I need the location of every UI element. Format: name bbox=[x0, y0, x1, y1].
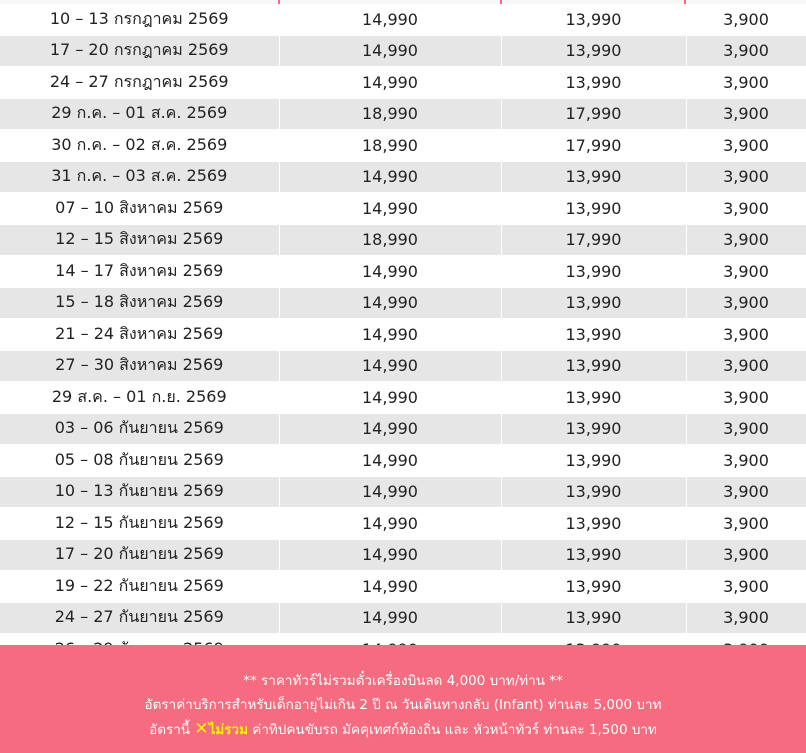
child-price-cell: 13,990 bbox=[501, 445, 686, 477]
single-supplement-cell: 3,900 bbox=[686, 161, 806, 193]
date-cell: 14 – 17 สิงหาคม 2569 bbox=[0, 256, 279, 288]
date-cell: 10 – 13 กันยายน 2569 bbox=[0, 476, 279, 508]
note-tips-suffix: ค่าทิปคนขับรถ มัคคุเทศก์ท้องถิ่น และ หัวหน้าทัวร์ ท่านละ 1,500 บาท bbox=[248, 722, 657, 738]
child-price-cell: 13,990 bbox=[501, 319, 686, 351]
table-row bbox=[0, 193, 806, 225]
adult-price-cell: 14,990 bbox=[279, 193, 501, 225]
date-cell: 30 ก.ค. – 02 ส.ค. 2569 bbox=[0, 130, 279, 162]
table-row bbox=[0, 287, 806, 319]
adult-price-cell: 14,990 bbox=[279, 256, 501, 288]
table-body bbox=[0, 4, 806, 665]
single-supplement-cell: 3,900 bbox=[686, 98, 806, 130]
single-supplement-cell: 3,900 bbox=[686, 287, 806, 319]
single-supplement-cell: 3,900 bbox=[686, 350, 806, 382]
adult-price-cell: 14,990 bbox=[279, 476, 501, 508]
table-row bbox=[0, 571, 806, 603]
adult-price-cell: 14,990 bbox=[279, 287, 501, 319]
single-supplement-cell: 3,900 bbox=[686, 476, 806, 508]
date-cell: 24 – 27 กรกฎาคม 2569 bbox=[0, 67, 279, 99]
table-row bbox=[0, 67, 806, 99]
child-price-cell: 13,990 bbox=[501, 4, 686, 35]
single-supplement-cell: 3,900 bbox=[686, 130, 806, 162]
child-price-cell: 13,990 bbox=[501, 571, 686, 603]
child-price-cell: 13,990 bbox=[501, 350, 686, 382]
adult-price-cell: 14,990 bbox=[279, 161, 501, 193]
single-supplement-cell: 3,900 bbox=[686, 35, 806, 67]
single-supplement-cell: 3,900 bbox=[686, 67, 806, 99]
adult-price-cell: 14,990 bbox=[279, 319, 501, 351]
date-cell: 10 – 13 กรกฎาคม 2569 bbox=[0, 4, 279, 35]
single-supplement-cell: 3,900 bbox=[686, 571, 806, 603]
adult-price-cell: 14,990 bbox=[279, 350, 501, 382]
child-price-cell: 13,990 bbox=[501, 382, 686, 414]
adult-price-cell: 14,990 bbox=[279, 67, 501, 99]
table-row bbox=[0, 382, 806, 414]
adult-price-cell: 18,990 bbox=[279, 98, 501, 130]
table-row bbox=[0, 256, 806, 288]
date-cell: 27 – 30 สิงหาคม 2569 bbox=[0, 350, 279, 382]
single-supplement-cell: 3,900 bbox=[686, 224, 806, 256]
table-row bbox=[0, 35, 806, 67]
cross-icon: ✕ bbox=[194, 719, 209, 739]
adult-price-cell: 14,990 bbox=[279, 602, 501, 634]
table-row bbox=[0, 130, 806, 162]
table-row bbox=[0, 319, 806, 351]
child-price-cell: 13,990 bbox=[501, 287, 686, 319]
note-line-tips bbox=[0, 717, 806, 742]
child-price-cell: 17,990 bbox=[501, 98, 686, 130]
date-cell: 12 – 15 สิงหาคม 2569 bbox=[0, 224, 279, 256]
child-price-cell: 13,990 bbox=[501, 476, 686, 508]
child-price-cell: 17,990 bbox=[501, 224, 686, 256]
table-row bbox=[0, 413, 806, 445]
table-row bbox=[0, 224, 806, 256]
date-cell: 12 – 15 กันยายน 2569 bbox=[0, 508, 279, 540]
child-price-cell: 13,990 bbox=[501, 539, 686, 571]
date-cell: 07 – 10 สิงหาคม 2569 bbox=[0, 193, 279, 225]
adult-price-cell: 18,990 bbox=[279, 224, 501, 256]
notes-panel bbox=[0, 645, 806, 753]
child-price-cell: 13,990 bbox=[501, 161, 686, 193]
single-supplement-cell: 3,900 bbox=[686, 413, 806, 445]
table-row bbox=[0, 98, 806, 130]
date-cell: 19 – 22 กันยายน 2569 bbox=[0, 571, 279, 603]
date-cell: 21 – 24 สิงหาคม 2569 bbox=[0, 319, 279, 351]
single-supplement-cell: 3,900 bbox=[686, 602, 806, 634]
table-row bbox=[0, 539, 806, 571]
table-row bbox=[0, 476, 806, 508]
single-supplement-cell: 3,900 bbox=[686, 508, 806, 540]
adult-price-cell: 14,990 bbox=[279, 539, 501, 571]
child-price-cell: 13,990 bbox=[501, 67, 686, 99]
adult-price-cell: 14,990 bbox=[279, 445, 501, 477]
adult-price-cell: 14,990 bbox=[279, 508, 501, 540]
date-cell: 03 – 06 กันยายน 2569 bbox=[0, 413, 279, 445]
single-supplement-cell: 3,900 bbox=[686, 382, 806, 414]
child-price-cell: 13,990 bbox=[501, 256, 686, 288]
date-cell: 29 ส.ค. – 01 ก.ย. 2569 bbox=[0, 382, 279, 414]
child-price-cell: 13,990 bbox=[501, 193, 686, 225]
child-price-cell: 13,990 bbox=[501, 35, 686, 67]
note-line-ticket-discount: ** ราคาทัวร์ไม่รวมตั๋วเครื่องบินลด 4,000 บาท/ท่าน ** bbox=[243, 673, 563, 689]
adult-price-cell: 18,990 bbox=[279, 130, 501, 162]
single-supplement-cell: 3,900 bbox=[686, 193, 806, 225]
date-cell: 31 ก.ค. – 03 ส.ค. 2569 bbox=[0, 161, 279, 193]
child-price-cell: 17,990 bbox=[501, 130, 686, 162]
adult-price-cell: 14,990 bbox=[279, 35, 501, 67]
date-cell: 15 – 18 สิงหาคม 2569 bbox=[0, 287, 279, 319]
child-price-cell: 13,990 bbox=[501, 602, 686, 634]
adult-price-cell: 14,990 bbox=[279, 571, 501, 603]
table-row bbox=[0, 4, 806, 35]
single-supplement-cell: 3,900 bbox=[686, 4, 806, 35]
table-row bbox=[0, 161, 806, 193]
date-cell: 17 – 20 กรกฎาคม 2569 bbox=[0, 35, 279, 67]
table-row bbox=[0, 445, 806, 477]
table-row bbox=[0, 508, 806, 540]
adult-price-cell: 14,990 bbox=[279, 382, 501, 414]
date-cell: 05 – 08 กันยายน 2569 bbox=[0, 445, 279, 477]
adult-price-cell: 14,990 bbox=[279, 4, 501, 35]
tour-price-table bbox=[0, 4, 806, 666]
child-price-cell: 13,990 bbox=[501, 413, 686, 445]
child-price-cell: 13,990 bbox=[501, 508, 686, 540]
note-exclude-word: ไม่รวม bbox=[208, 722, 248, 738]
table-row bbox=[0, 602, 806, 634]
date-cell: 17 – 20 กันยายน 2569 bbox=[0, 539, 279, 571]
note-line-infant-rate: อัตราค่าบริการสำหรับเด็กอายุไม่เกิน 2 ปี ณ วันเดินทางกลับ (Infant) ท่านละ 5,000 บาท bbox=[144, 697, 662, 713]
single-supplement-cell: 3,900 bbox=[686, 319, 806, 351]
single-supplement-cell: 3,900 bbox=[686, 539, 806, 571]
note-tips-prefix: อัตรานี้ bbox=[149, 722, 195, 738]
single-supplement-cell: 3,900 bbox=[686, 445, 806, 477]
adult-price-cell: 14,990 bbox=[279, 413, 501, 445]
date-cell: 24 – 27 กันยายน 2569 bbox=[0, 602, 279, 634]
single-supplement-cell: 3,900 bbox=[686, 256, 806, 288]
date-cell: 29 ก.ค. – 01 ส.ค. 2569 bbox=[0, 98, 279, 130]
table-row bbox=[0, 350, 806, 382]
